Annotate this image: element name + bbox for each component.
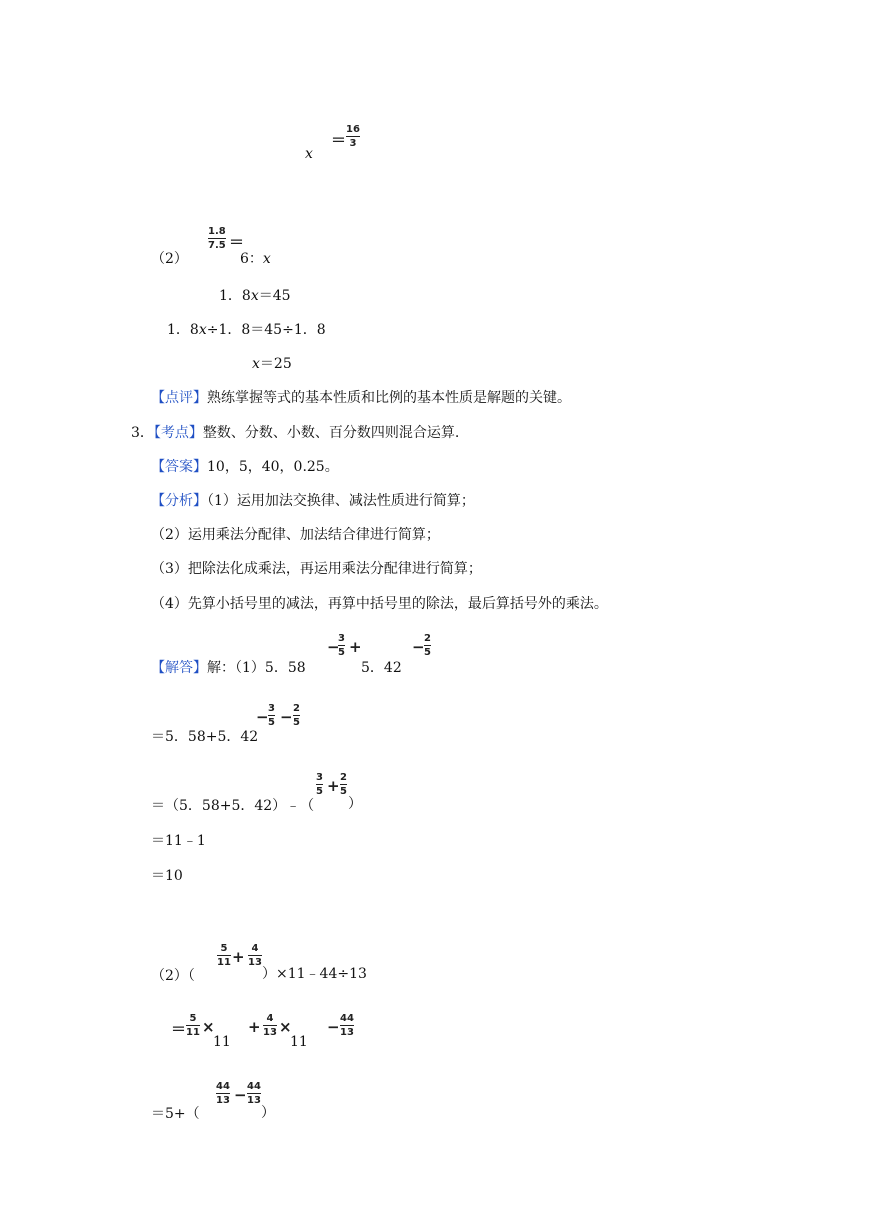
minus-sign: − bbox=[327, 1018, 340, 1036]
equals-sign: ＝ bbox=[171, 1020, 187, 1038]
sol1-line-3: ＝（5．58+5．42）﹣（ bbox=[151, 798, 315, 814]
minus-sign: − bbox=[234, 1086, 247, 1104]
sol1-line-4: ＝11﹣1 bbox=[151, 833, 206, 849]
fraction-1.8-7.5 bbox=[208, 226, 226, 251]
fraction-2-5: 2 5 bbox=[293, 703, 300, 728]
q3-analysis-line-2: （2）运用乘法分配律、加法结合律进行简算； bbox=[151, 527, 440, 543]
plus-sign: + bbox=[349, 638, 362, 656]
fraction-denominator: 3 bbox=[349, 138, 357, 149]
plus-sign: + bbox=[248, 1018, 261, 1036]
part2-label: （2） bbox=[151, 251, 188, 267]
minus-sign: − bbox=[280, 708, 293, 726]
q3-analysis-line-4: （4）先算小括号里的减法，再算中括号里的除法，最后算括号外的乘法。 bbox=[151, 596, 608, 612]
q3-analysis-line-1: 【分析】（1）运用加法交换律、减法性质进行简算； bbox=[151, 493, 475, 509]
minus-sign: − bbox=[412, 638, 425, 656]
minus-sign: − bbox=[256, 708, 269, 726]
fraction-44-13: 44 13 bbox=[247, 1081, 261, 1106]
close-paren: ） bbox=[348, 796, 362, 812]
fraction-44-13: 44 13 bbox=[340, 1013, 354, 1038]
fraction-2-5: 2 5 bbox=[424, 633, 431, 658]
step-line-3: x＝25 bbox=[252, 356, 292, 372]
fraction-3-5: 3 5 bbox=[268, 703, 275, 728]
q3-answer-line: 【答案】10，5，40，0.25。 bbox=[151, 459, 339, 475]
equals-sign: ＝ bbox=[229, 233, 245, 251]
minus-sign: − bbox=[327, 638, 340, 656]
step-line-1: 1．8x＝45 bbox=[219, 288, 291, 304]
number-11: 11 bbox=[213, 1034, 231, 1050]
fraction-numerator: 16 bbox=[346, 124, 360, 135]
fraction-5-11: 5 11 bbox=[186, 1013, 200, 1038]
number-5.42: 5．42 bbox=[361, 660, 402, 676]
sol2-line-3: ＝5+（ bbox=[151, 1106, 200, 1122]
fraction-4-13: 4 13 bbox=[263, 1013, 277, 1038]
solution-intro: 【解答】解：（1）5．58 bbox=[151, 660, 306, 676]
step-line-2: 1．8x÷1．8＝45÷1．8 bbox=[167, 322, 326, 338]
sol2-line-1-open: （2）（ bbox=[151, 968, 195, 984]
fraction-2-5: 2 5 bbox=[340, 772, 347, 797]
proportion-rhs: 6：x bbox=[240, 251, 271, 267]
sol2-line-1-rest: ）×11﹣44÷13 bbox=[262, 966, 367, 982]
fraction-44-13: 44 13 bbox=[216, 1081, 230, 1106]
times-sign: × bbox=[279, 1018, 292, 1036]
fraction-16-3 bbox=[346, 124, 360, 149]
plus-sign: + bbox=[327, 777, 340, 795]
sol1-line-2: ＝5．58+5．42 bbox=[151, 729, 259, 745]
fraction-3-5: 3 5 bbox=[338, 633, 345, 658]
comment-line: 【点评】熟练掌握等式的基本性质和比例的基本性质是解题的关键。 bbox=[151, 390, 571, 406]
close-paren: ） bbox=[261, 1105, 275, 1121]
fraction-3-5: 3 5 bbox=[316, 772, 323, 797]
number-11: 11 bbox=[290, 1034, 308, 1050]
fraction-numerator: 1.8 bbox=[208, 226, 226, 237]
fraction-5-11: 5 11 bbox=[217, 943, 231, 968]
times-sign: × bbox=[202, 1018, 215, 1036]
sol1-line-5: ＝10 bbox=[151, 868, 183, 884]
q3-kaodian-line: 3．【考点】整数、分数、小数、百分数四则混合运算. bbox=[131, 425, 460, 441]
q3-analysis-line-3: （3）把除法化成乘法，再运用乘法分配律进行简算； bbox=[151, 561, 482, 577]
variable-x: x bbox=[305, 146, 313, 162]
fraction-4-13: 4 13 bbox=[248, 943, 262, 968]
plus-sign: + bbox=[232, 948, 245, 966]
equals-sign: ＝ bbox=[331, 131, 347, 149]
fraction-denominator: 7.5 bbox=[208, 240, 226, 251]
